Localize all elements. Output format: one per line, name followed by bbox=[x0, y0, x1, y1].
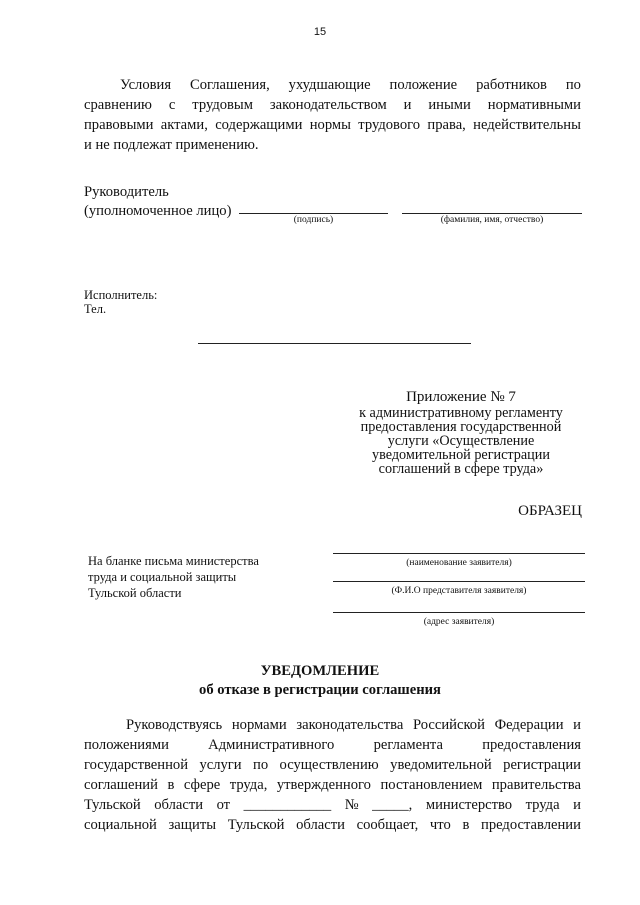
letterhead-line: труда и социальной защиты bbox=[88, 570, 237, 584]
word: постановлением bbox=[380, 777, 483, 793]
page-number: 15 bbox=[313, 26, 327, 38]
word: и bbox=[573, 797, 581, 813]
word: труда, bbox=[229, 777, 268, 793]
word: осуществлению bbox=[279, 757, 379, 773]
body-line bbox=[84, 795, 581, 815]
signature-caption: (подпись) bbox=[293, 215, 334, 225]
word: законодательства bbox=[296, 717, 404, 733]
signer-role-label: Руководитель bbox=[84, 184, 169, 200]
letterhead-line: Тульской области bbox=[88, 586, 182, 600]
word: сфере bbox=[183, 777, 221, 793]
word: регламента bbox=[373, 737, 443, 753]
appendix-line: уведомительной регистрации bbox=[372, 447, 550, 463]
appendix-line: соглашений в сфере труда» bbox=[378, 461, 544, 477]
word: содержащими bbox=[215, 117, 303, 133]
word: предоставления bbox=[482, 737, 581, 753]
notice-subtitle: об отказе в регистрации соглашения bbox=[199, 682, 441, 698]
word: уведомительной bbox=[390, 757, 492, 773]
word: нормы bbox=[309, 117, 351, 133]
word: сообщает, bbox=[356, 817, 419, 833]
word: правовыми bbox=[84, 117, 154, 133]
paragraph-last-line: и не подлежат применению. bbox=[84, 137, 259, 153]
word: социальной bbox=[84, 817, 157, 833]
word: защиты bbox=[168, 817, 217, 833]
appendix-line: к административному регламенту bbox=[359, 405, 563, 421]
word: сравнению bbox=[84, 97, 152, 113]
word: в bbox=[462, 817, 470, 833]
appendix-line: предоставления государственной bbox=[360, 419, 562, 435]
word: государственной bbox=[84, 757, 189, 773]
word: в bbox=[167, 777, 175, 793]
applicant-address-caption: (адрес заявителя) bbox=[423, 617, 495, 627]
word: с bbox=[168, 97, 176, 113]
word: Руководствуясь bbox=[126, 717, 223, 733]
word: трудового bbox=[358, 117, 421, 133]
sample-label: ОБРАЗЕЦ bbox=[518, 503, 582, 519]
word: положениями bbox=[84, 737, 169, 753]
word: _____, bbox=[372, 797, 413, 813]
word: Условия bbox=[120, 77, 172, 93]
word: утвержденного bbox=[276, 777, 371, 793]
word: области bbox=[296, 817, 345, 833]
word: регистрации bbox=[503, 757, 581, 773]
word: министерство bbox=[425, 797, 513, 813]
word: правительства bbox=[491, 777, 581, 793]
signer-role-sublabel: (уполномоченное лицо) bbox=[84, 203, 232, 219]
full-name-caption: (фамилия, имя, отчество) bbox=[440, 215, 544, 225]
applicant-name-line bbox=[333, 553, 585, 554]
word: предоставлении bbox=[481, 817, 581, 833]
applicant-address-line bbox=[333, 612, 585, 613]
appendix-line: услуги «Осуществление bbox=[387, 433, 535, 449]
body-line bbox=[126, 715, 581, 735]
word: недействительны bbox=[473, 117, 581, 133]
word: трудовым bbox=[192, 97, 253, 113]
word: положение bbox=[389, 77, 458, 93]
word: по bbox=[565, 77, 581, 93]
phone-label: Тел. bbox=[84, 302, 107, 316]
word: Административного bbox=[208, 737, 335, 753]
representative-name-caption: (Ф.И.О представителя заявителя) bbox=[391, 586, 527, 596]
word: ухудшающие bbox=[288, 77, 371, 93]
word: соглашений bbox=[84, 777, 158, 793]
word: области bbox=[154, 797, 204, 813]
word: и bbox=[573, 717, 581, 733]
body-line bbox=[84, 815, 581, 835]
paragraph-line bbox=[84, 95, 581, 115]
word: нормами bbox=[231, 717, 287, 733]
body-line bbox=[84, 755, 581, 775]
word: по bbox=[253, 757, 269, 773]
word: ____________ bbox=[243, 797, 332, 813]
word: работников bbox=[476, 77, 547, 93]
word: законодательством bbox=[269, 97, 387, 113]
separator-line bbox=[198, 343, 471, 344]
word: и bbox=[403, 97, 412, 113]
word: нормативными bbox=[487, 97, 581, 113]
word: труда bbox=[525, 797, 560, 813]
applicant-name-caption: (наименование заявителя) bbox=[406, 558, 512, 568]
word: что bbox=[429, 817, 451, 833]
word: услуги bbox=[199, 757, 242, 773]
paragraph-line bbox=[120, 75, 581, 95]
appendix-heading bbox=[341, 389, 581, 476]
word: от bbox=[216, 797, 231, 813]
word: Соглашения, bbox=[189, 77, 270, 93]
executor-label: Исполнитель: bbox=[84, 288, 158, 302]
notice-title: УВЕДОМЛЕНИЕ bbox=[260, 663, 380, 679]
word: Тульской bbox=[227, 817, 285, 833]
word: права, bbox=[427, 117, 466, 133]
body-line bbox=[84, 775, 581, 795]
letterhead-line: На бланке письма министерства bbox=[88, 554, 259, 568]
representative-name-line bbox=[333, 581, 585, 582]
word: актами, bbox=[160, 117, 208, 133]
word: № bbox=[344, 797, 359, 813]
appendix-number: Приложение № 7 bbox=[406, 389, 516, 405]
word: Федерации bbox=[494, 717, 564, 733]
word: Российской bbox=[412, 717, 485, 733]
body-line bbox=[84, 735, 581, 755]
word: иными bbox=[428, 97, 471, 113]
paragraph-line bbox=[84, 115, 581, 135]
word: Тульской bbox=[84, 797, 141, 813]
